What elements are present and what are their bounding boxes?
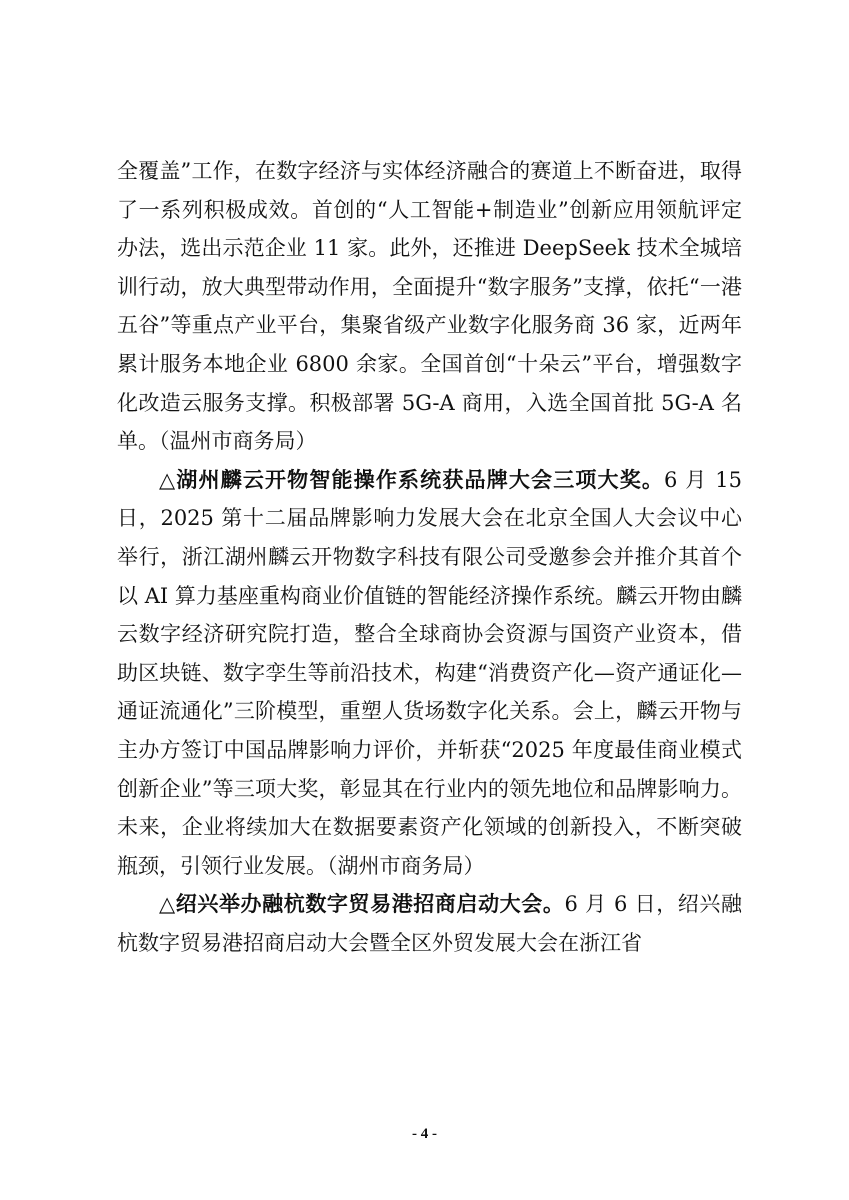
paragraph-huzhou (117, 461, 742, 886)
paragraph-body: 6 月 6 日，绍兴融杭数字贸易港招商启动大会暨全区外贸发展大会在浙江省 (117, 892, 743, 955)
paragraph-headline: △绍兴举办融杭数字贸易港招商启动大会。 (159, 892, 565, 917)
paragraph-body: 6 月 15 日，2025 第十二届品牌影响力发展大会在北京全国人大会议中心举行，浙江湖州麟云开物数字科技有限公司受邀参会并推介其首个以 AI 算力基座重构商业价值链的智能经济操作系统。麟云开物由麟云数字经济研究院打造，整合全球商协会资源与国资产业资本，借助区块链、数字孪生等前沿技术，构建“消费资产化—资产通证化—通证流通化”三阶模型，重塑人货场数字化关系。会上，麟云开物与主办方签订中国品牌影响力评价，并斩获“2025 年度最佳商业模式创新企业”等三项大奖，彰显其在行业内的领先地位和品牌影响力。未来，企业将续加大在数据要素资产化领域的创新投入，不断突破瓶颈，引领行业发展。（湖州市商务局） (117, 467, 742, 878)
paragraph-headline: △湖州麟云开物智能操作系统获品牌大会三项大奖。 (159, 467, 665, 492)
paragraph-wenzhou (117, 152, 742, 461)
page-number: - 4 - (412, 1126, 437, 1142)
paragraph-body: 全覆盖”工作，在数字经济与实体经济融合的赛道上不断奋进，取得了一系列积极成效。首创的“人工智能+制造业”创新应用领航评定办法，选出示范企业 11 家。此外，还推进 DeepSeek 技术全城培训行动，放大典型带动作用，全面提升“数字服务”支撑，依托“一港五谷”等重点产业平台，集聚省级产业数字化服务商 36 家，近两年累计服务本地企业 6800 余家。全国首创“十朵云”平台，增强数字化改造云服务支撑。积极部署 5G-A 商用，入选全国首批 5G-A 名单。（温州市商务局） (117, 159, 742, 454)
document-body (117, 152, 742, 962)
paragraph-shaoxing (117, 885, 742, 962)
